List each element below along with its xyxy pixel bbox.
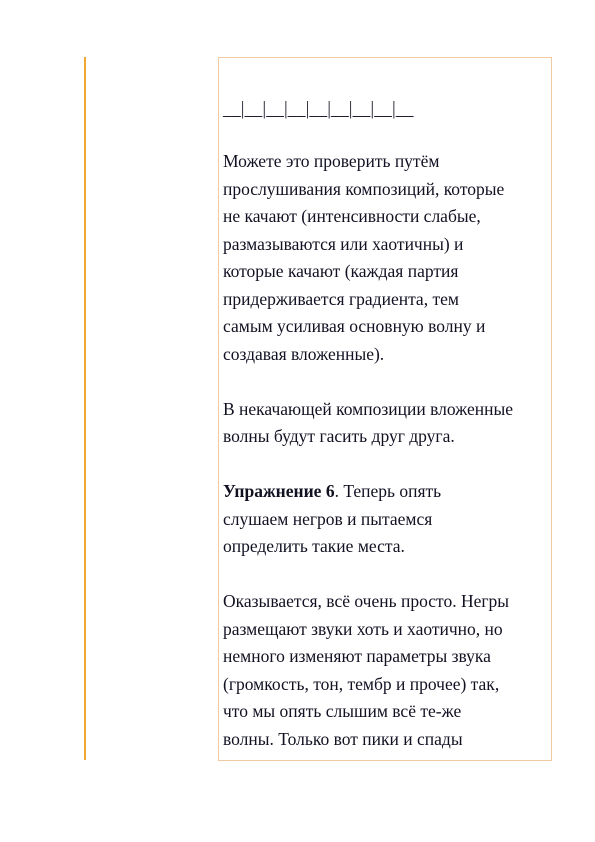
- blank-rule-line: __|__|__|__|__|__|__|__|__: [223, 97, 414, 119]
- paragraph-exercise-6: [223, 478, 551, 561]
- paragraph-nested-waves: В некачающей композиции вложенные волны будут гасить друг друга.: [223, 398, 514, 446]
- margin-rule: [84, 57, 86, 760]
- exercise-text: . Теперь опять слушаем негров и пытаемся определить такие места.: [223, 481, 442, 556]
- exercise-heading: Упражнение 6: [223, 481, 335, 501]
- paragraph-check-compositions: Можете это проверить путём прослушивания композиций, которые не качают (интенсивности слабые, размазываются или хаотичны) и которые качают (каждая партия придерживается градиента, тем самым усиливая основную волну и создавая вложенные).: [223, 151, 505, 364]
- text-frame: [218, 57, 552, 761]
- paragraph-simple-explanation: Оказывается, всё очень просто. Негры размещают звуки хоть и хаотично, но немного изменяют параметры звука (громкость, тон, тембр и прочее) так, что мы опять слышим всё те-же волны. Только вот пики и спады: [223, 591, 510, 749]
